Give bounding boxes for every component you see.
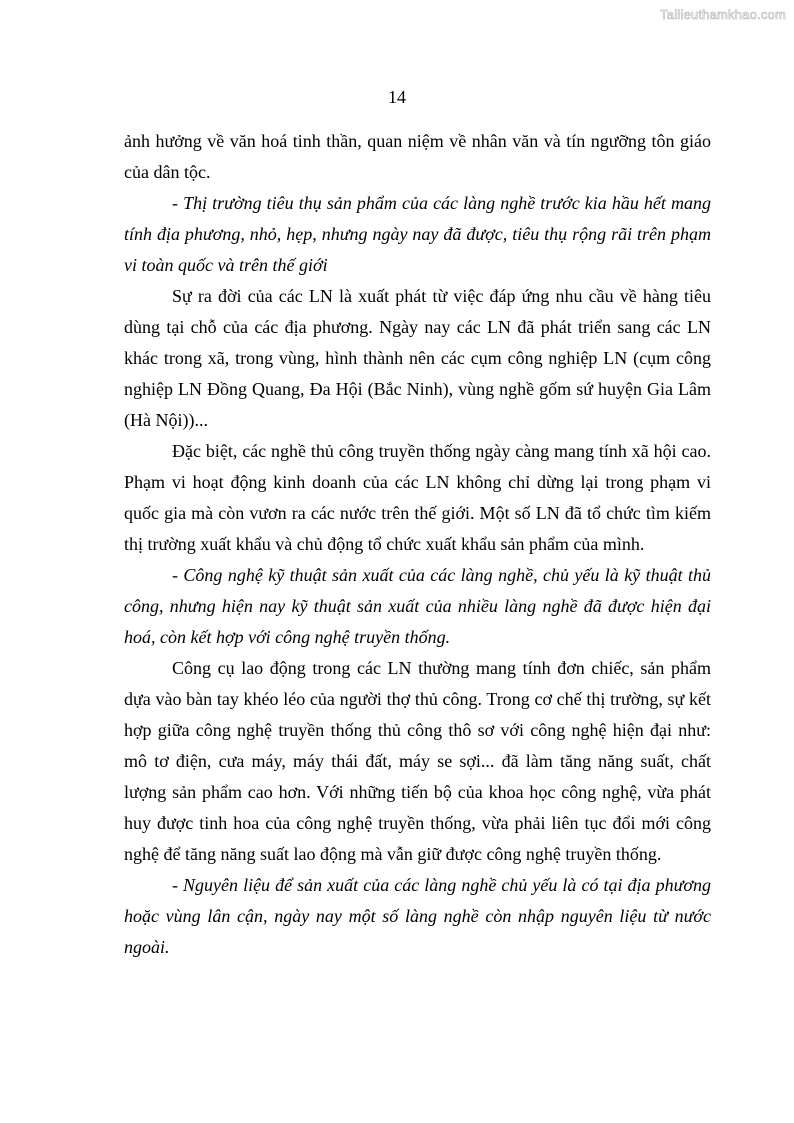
- paragraph-6: Công cụ lao động trong các LN thường mang tính đơn chiếc, sản phẩm dựa vào bàn tay khéo léo của người thợ thủ công. Trong cơ chế thị trường, sự kết hợp giữa công nghệ truyền thống thủ công thô sơ với công nghệ hiện đại như: mô tơ điện, cưa máy, máy thái đất, máy se sợi... đã làm tăng năng suất, chất lượng sản phẩm cao hơn. Với những tiến bộ của khoa học công nghệ, vừa phát huy được tinh hoa của công nghệ truyền thống, vừa phải liên tục đổi mới công nghệ để tăng năng suất lao động mà vẫn giữ được công nghệ truyền thống.: [124, 658, 711, 864]
- paragraph-4: Đặc biệt, các nghề thủ công truyền thống ngày càng mang tính xã hội cao. Phạm vi hoạt động kinh doanh của các LN không chỉ dừng lại trong phạm vi quốc gia mà còn vươn ra các nước trên thế giới. Một số LN đã tổ chức tìm kiếm thị trường xuất khẩu và chủ động tổ chức xuất khẩu sản phẩm của mình.: [124, 441, 711, 554]
- paragraph-7-materials: - Nguyên liệu để sản xuất của các làng nghề chủ yếu là có tại địa phương hoặc vùng lân cận, ngày nay một số làng nghề còn nhập nguyên liệu từ nước ngoài.: [124, 875, 711, 957]
- paragraph-3: Sự ra đời của các LN là xuất phát từ việc đáp ứng nhu cầu về hàng tiêu dùng tại chỗ của các địa phương. Ngày nay các LN đã phát triển sang các LN khác trong xã, trong vùng, hình thành nên các cụm công nghiệp LN (cụm công nghiệp LN Đồng Quang, Đa Hội (Bắc Ninh), vùng nghề gốm sứ huyện Gia Lâm (Hà Nội))...: [124, 286, 711, 430]
- page-number: 14: [388, 87, 406, 107]
- paragraph-1: ảnh hưởng về văn hoá tinh thần, quan niệm về nhân văn và tín ngưỡng tôn giáo của dân tộc.: [124, 131, 711, 182]
- paragraph-5-technology: - Công nghệ kỹ thuật sản xuất của các làng nghề, chủ yếu là kỹ thuật thủ công, nhưng hiện nay kỹ thuật sản xuất của nhiều làng nghề đã được hiện đại hoá, còn kết hợp với công nghệ truyền thống.: [124, 565, 711, 647]
- paragraph-2-market: - Thị trường tiêu thụ sản phẩm của các làng nghề trước kia hầu hết mang tính địa phương, nhỏ, hẹp, nhưng ngày nay đã được, tiêu thụ rộng rãi trên phạm vi toàn quốc và trên thế giới: [124, 193, 711, 275]
- document-body: [124, 126, 711, 963]
- watermark-text: Tailieuthamkhao.com: [660, 7, 786, 22]
